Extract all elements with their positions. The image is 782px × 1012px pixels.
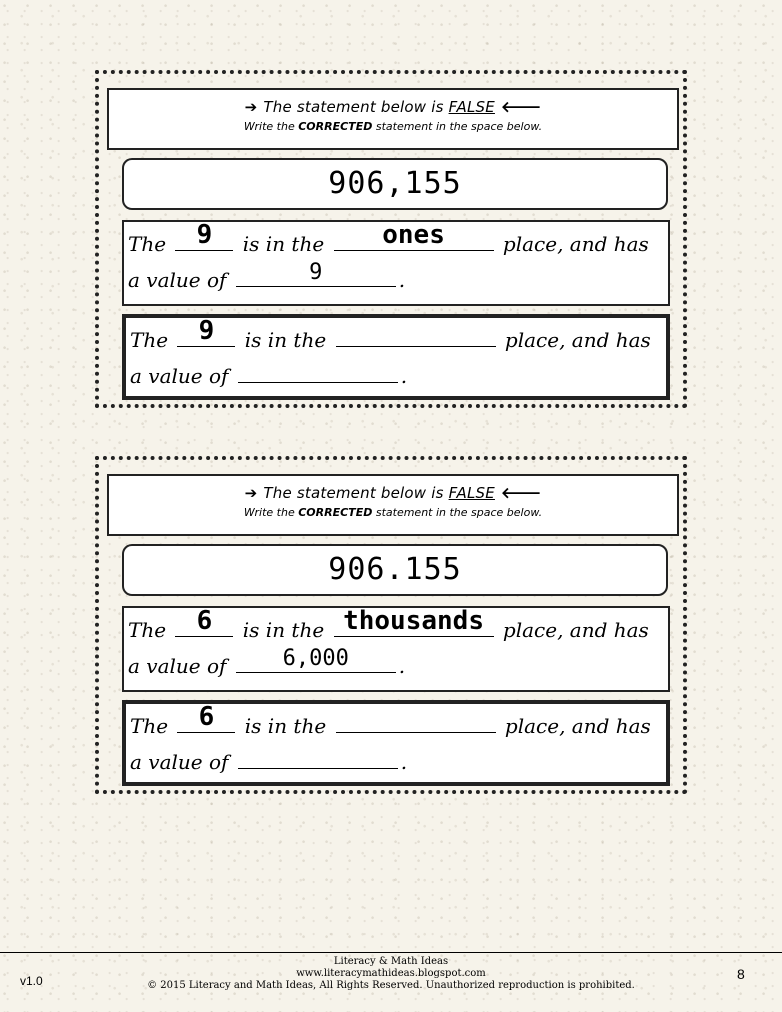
instruction-subtext (109, 506, 677, 519)
page-number: 8 (737, 966, 745, 982)
value-answer: 9 (309, 260, 323, 285)
false-word: FALSE (448, 484, 495, 502)
footer-copyright: © 2015 Literacy and Math Ideas, All Rights Reserved. Unauthorized reproduction is prohibited. (147, 980, 635, 991)
false-word: FALSE (448, 98, 495, 116)
digit-answer: 6 (198, 702, 215, 732)
instruction-box (107, 88, 679, 150)
arrow-left-icon: 🡐 (500, 98, 542, 116)
digit-blank (175, 606, 233, 637)
digit-blank (177, 316, 235, 347)
period: . (400, 364, 408, 388)
task-card-2 (95, 456, 687, 794)
false-statement-box (122, 606, 670, 692)
statement-line-1 (130, 316, 651, 352)
instruction-heading (109, 97, 677, 116)
word-the: The (130, 714, 169, 738)
corrected-statement-box (122, 700, 670, 786)
word-a-value-of: a value of (128, 268, 227, 292)
version-label: v1.0 (20, 974, 43, 988)
word-is-in-the: is in the (242, 618, 325, 642)
digit-answer: 9 (196, 220, 213, 250)
statement-line-2 (130, 750, 407, 774)
instruction-box (107, 474, 679, 536)
number-display: 906.155 (122, 544, 668, 596)
footer-url: www.literacymathideas.blogspot.com (296, 968, 486, 979)
statement-line-2 (128, 646, 406, 678)
value-blank (236, 260, 396, 287)
word-is-in-the: is in the (244, 714, 327, 738)
place-answer: ones (382, 220, 445, 250)
period: . (398, 268, 406, 292)
place-input-blank[interactable] (336, 714, 496, 733)
arrow-right-icon: ➔ (244, 484, 258, 502)
instruction-heading (109, 483, 677, 502)
corrected-statement-box (122, 314, 670, 400)
subtext-caps: CORRECTED (298, 506, 373, 519)
subtext-caps: CORRECTED (298, 120, 373, 133)
footer-credits (0, 956, 782, 992)
arrow-left-icon: 🡐 (500, 484, 542, 502)
value-input-blank[interactable] (238, 750, 398, 769)
number-display: 906,155 (122, 158, 668, 210)
instruction-text: The statement below is (263, 98, 449, 116)
word-the: The (128, 232, 167, 256)
place-input-blank[interactable] (336, 328, 496, 347)
word-place-and-has: place, and has (502, 232, 649, 256)
value-input-blank[interactable] (238, 364, 398, 383)
footer-brand: Literacy & Math Ideas (333, 956, 449, 967)
period: . (398, 654, 406, 678)
footer-divider (0, 952, 782, 953)
subtext-after: statement in the space below. (372, 120, 543, 133)
instruction-text: The statement below is (263, 484, 449, 502)
digit-blank (177, 702, 235, 733)
statement-line-1 (128, 220, 649, 256)
word-place-and-has: place, and has (502, 618, 649, 642)
instruction-subtext (109, 120, 677, 133)
word-is-in-the: is in the (242, 232, 325, 256)
place-answer: thousands (343, 606, 484, 636)
subtext-before: Write the (243, 506, 299, 519)
subtext-before: Write the (243, 120, 299, 133)
place-blank (334, 606, 494, 637)
word-is-in-the: is in the (244, 328, 327, 352)
word-place-and-has: place, and has (504, 328, 651, 352)
statement-line-2 (130, 364, 407, 388)
place-blank (334, 220, 494, 251)
task-card-1 (95, 70, 687, 408)
word-the: The (130, 328, 169, 352)
statement-line-1 (128, 606, 649, 642)
period: . (400, 750, 408, 774)
arrow-right-icon: ➔ (244, 98, 258, 116)
false-statement-box (122, 220, 670, 306)
subtext-after: statement in the space below. (372, 506, 543, 519)
word-a-value-of: a value of (130, 750, 229, 774)
statement-line-1 (130, 702, 651, 738)
word-a-value-of: a value of (130, 364, 229, 388)
word-the: The (128, 618, 167, 642)
value-blank (236, 646, 396, 673)
statement-line-2 (128, 260, 406, 292)
digit-blank (175, 220, 233, 251)
value-answer: 6,000 (282, 646, 349, 671)
word-place-and-has: place, and has (504, 714, 651, 738)
digit-answer: 9 (198, 316, 215, 346)
word-a-value-of: a value of (128, 654, 227, 678)
digit-answer: 6 (196, 606, 213, 636)
